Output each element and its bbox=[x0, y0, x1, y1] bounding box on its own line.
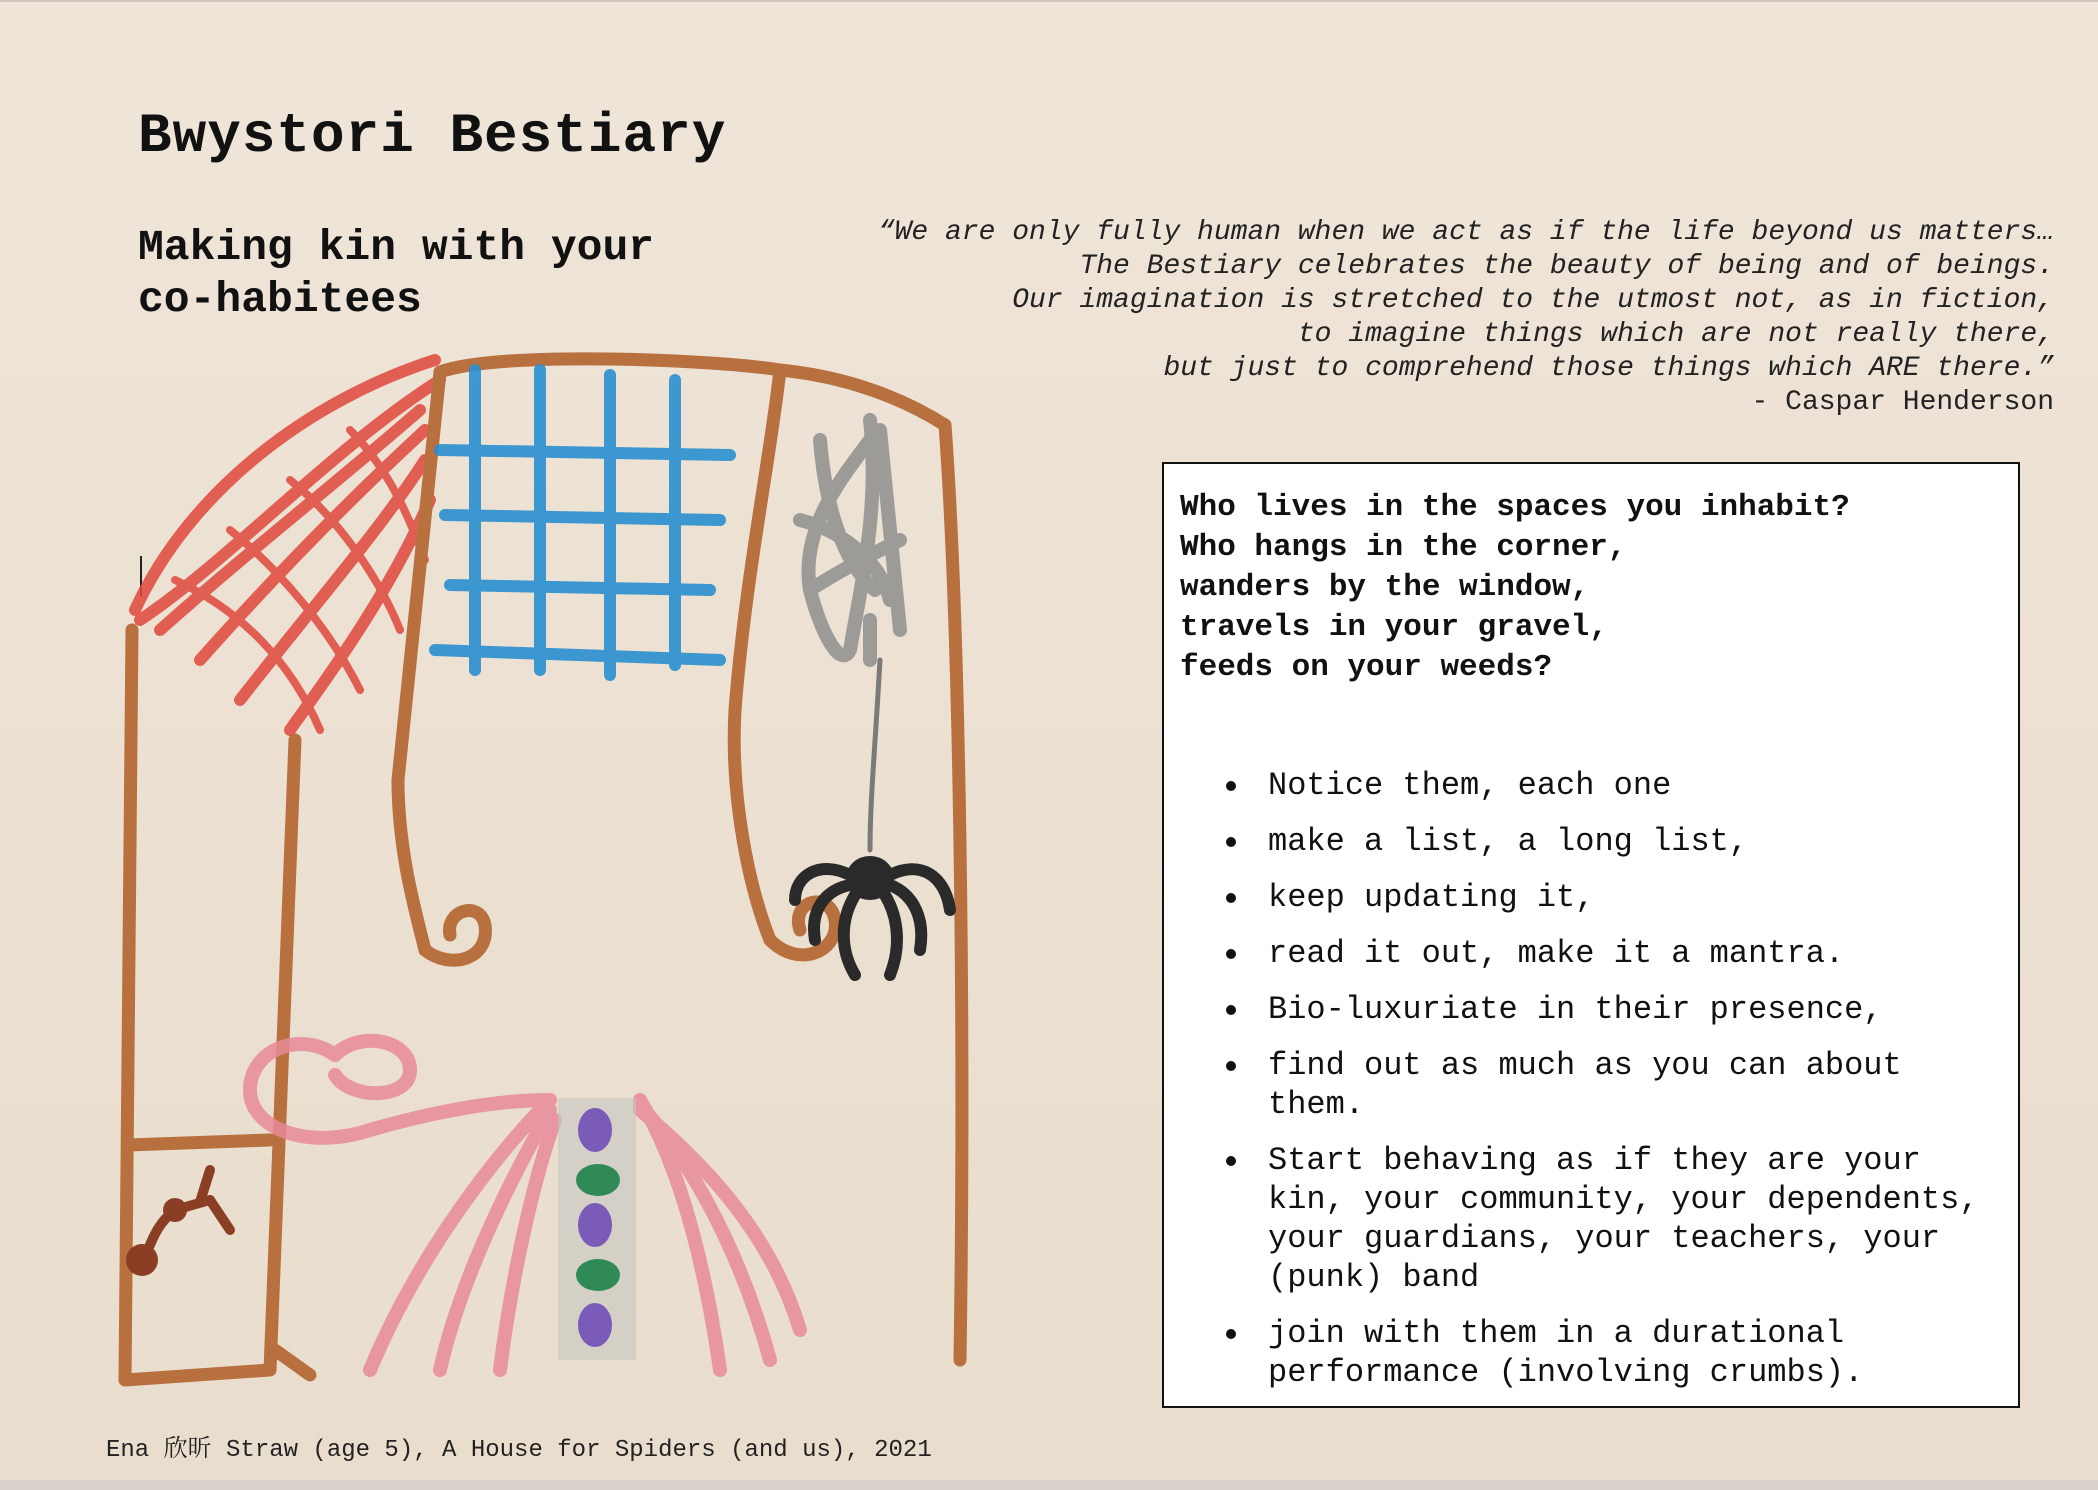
list-item bbox=[1268, 878, 2002, 917]
pink-creature bbox=[250, 1041, 800, 1370]
page-subtitle: Making kin with your co-habitees bbox=[138, 223, 655, 324]
question-line: feeds on your weeds? bbox=[1180, 650, 1553, 685]
spider-thread bbox=[870, 660, 880, 850]
list-item-text: find out as much as you can about them. bbox=[1268, 1047, 1902, 1123]
quote-line: Our imagination is stretched to the utmost not, as in fiction, bbox=[1012, 285, 2054, 316]
bullet-icon bbox=[1226, 893, 1236, 903]
bullet-icon bbox=[1226, 949, 1236, 959]
bullet-icon bbox=[1226, 1329, 1236, 1339]
quote-attribution: - Caspar Henderson bbox=[1751, 387, 2054, 418]
quote-line: to imagine things which are not really there, bbox=[1297, 319, 2054, 350]
list-item-text: Start behaving as if they are your kin, your community, your dependents, your guardians, your teachers, your (punk) band bbox=[1268, 1142, 1979, 1296]
question-block bbox=[1180, 488, 2002, 688]
quote-line: but just to comprehend those things which ARE there.” bbox=[1163, 353, 2054, 384]
list-item bbox=[1268, 990, 2002, 1029]
bullet-icon bbox=[1226, 1061, 1236, 1071]
list-item bbox=[1268, 1046, 2002, 1124]
list-item-text: Notice them, each one bbox=[1268, 767, 1672, 804]
bullet-icon bbox=[1226, 1005, 1236, 1015]
question-line: Who hangs in the corner, bbox=[1180, 530, 1627, 565]
instructions-panel bbox=[1162, 462, 2020, 1408]
list-item-text: read it out, make it a mantra. bbox=[1268, 935, 1845, 972]
list-item-text: Bio-luxuriate in their presence, bbox=[1268, 991, 1883, 1028]
question-line: wanders by the window, bbox=[1180, 570, 1590, 605]
list-item-text: join with them in a durational performance (involving crumbs). bbox=[1268, 1315, 1864, 1391]
bullet-icon bbox=[1226, 1156, 1236, 1166]
blue-window bbox=[435, 370, 730, 675]
house-for-spiders-drawing bbox=[80, 330, 1120, 1440]
list-item bbox=[1268, 1314, 2002, 1392]
ant bbox=[126, 1170, 230, 1276]
list-item-text: keep updating it, bbox=[1268, 879, 1595, 916]
action-list bbox=[1180, 766, 2002, 1392]
quote-line: The Bestiary celebrates the beauty of being and of beings. bbox=[1079, 251, 2054, 282]
list-item bbox=[1268, 766, 2002, 805]
list-item-text: make a list, a long list, bbox=[1268, 823, 1749, 860]
bullet-icon bbox=[1226, 781, 1236, 791]
cobweb bbox=[800, 420, 900, 660]
red-roof bbox=[135, 360, 440, 730]
list-item bbox=[1268, 1141, 2002, 1297]
question-line: travels in your gravel, bbox=[1180, 610, 1608, 645]
list-item bbox=[1268, 822, 2002, 861]
list-item bbox=[1268, 934, 2002, 973]
page-title: Bwystori Bestiary bbox=[138, 104, 727, 168]
bullet-icon bbox=[1226, 837, 1236, 847]
quote-line: “We are only fully human when we act as if the life beyond us matters… bbox=[877, 217, 2054, 248]
question-line: Who lives in the spaces you inhabit? bbox=[1180, 490, 1850, 525]
image-caption: Ena 欣昕 Straw (age 5), A House for Spiders (and us), 2021 bbox=[106, 1437, 932, 1464]
